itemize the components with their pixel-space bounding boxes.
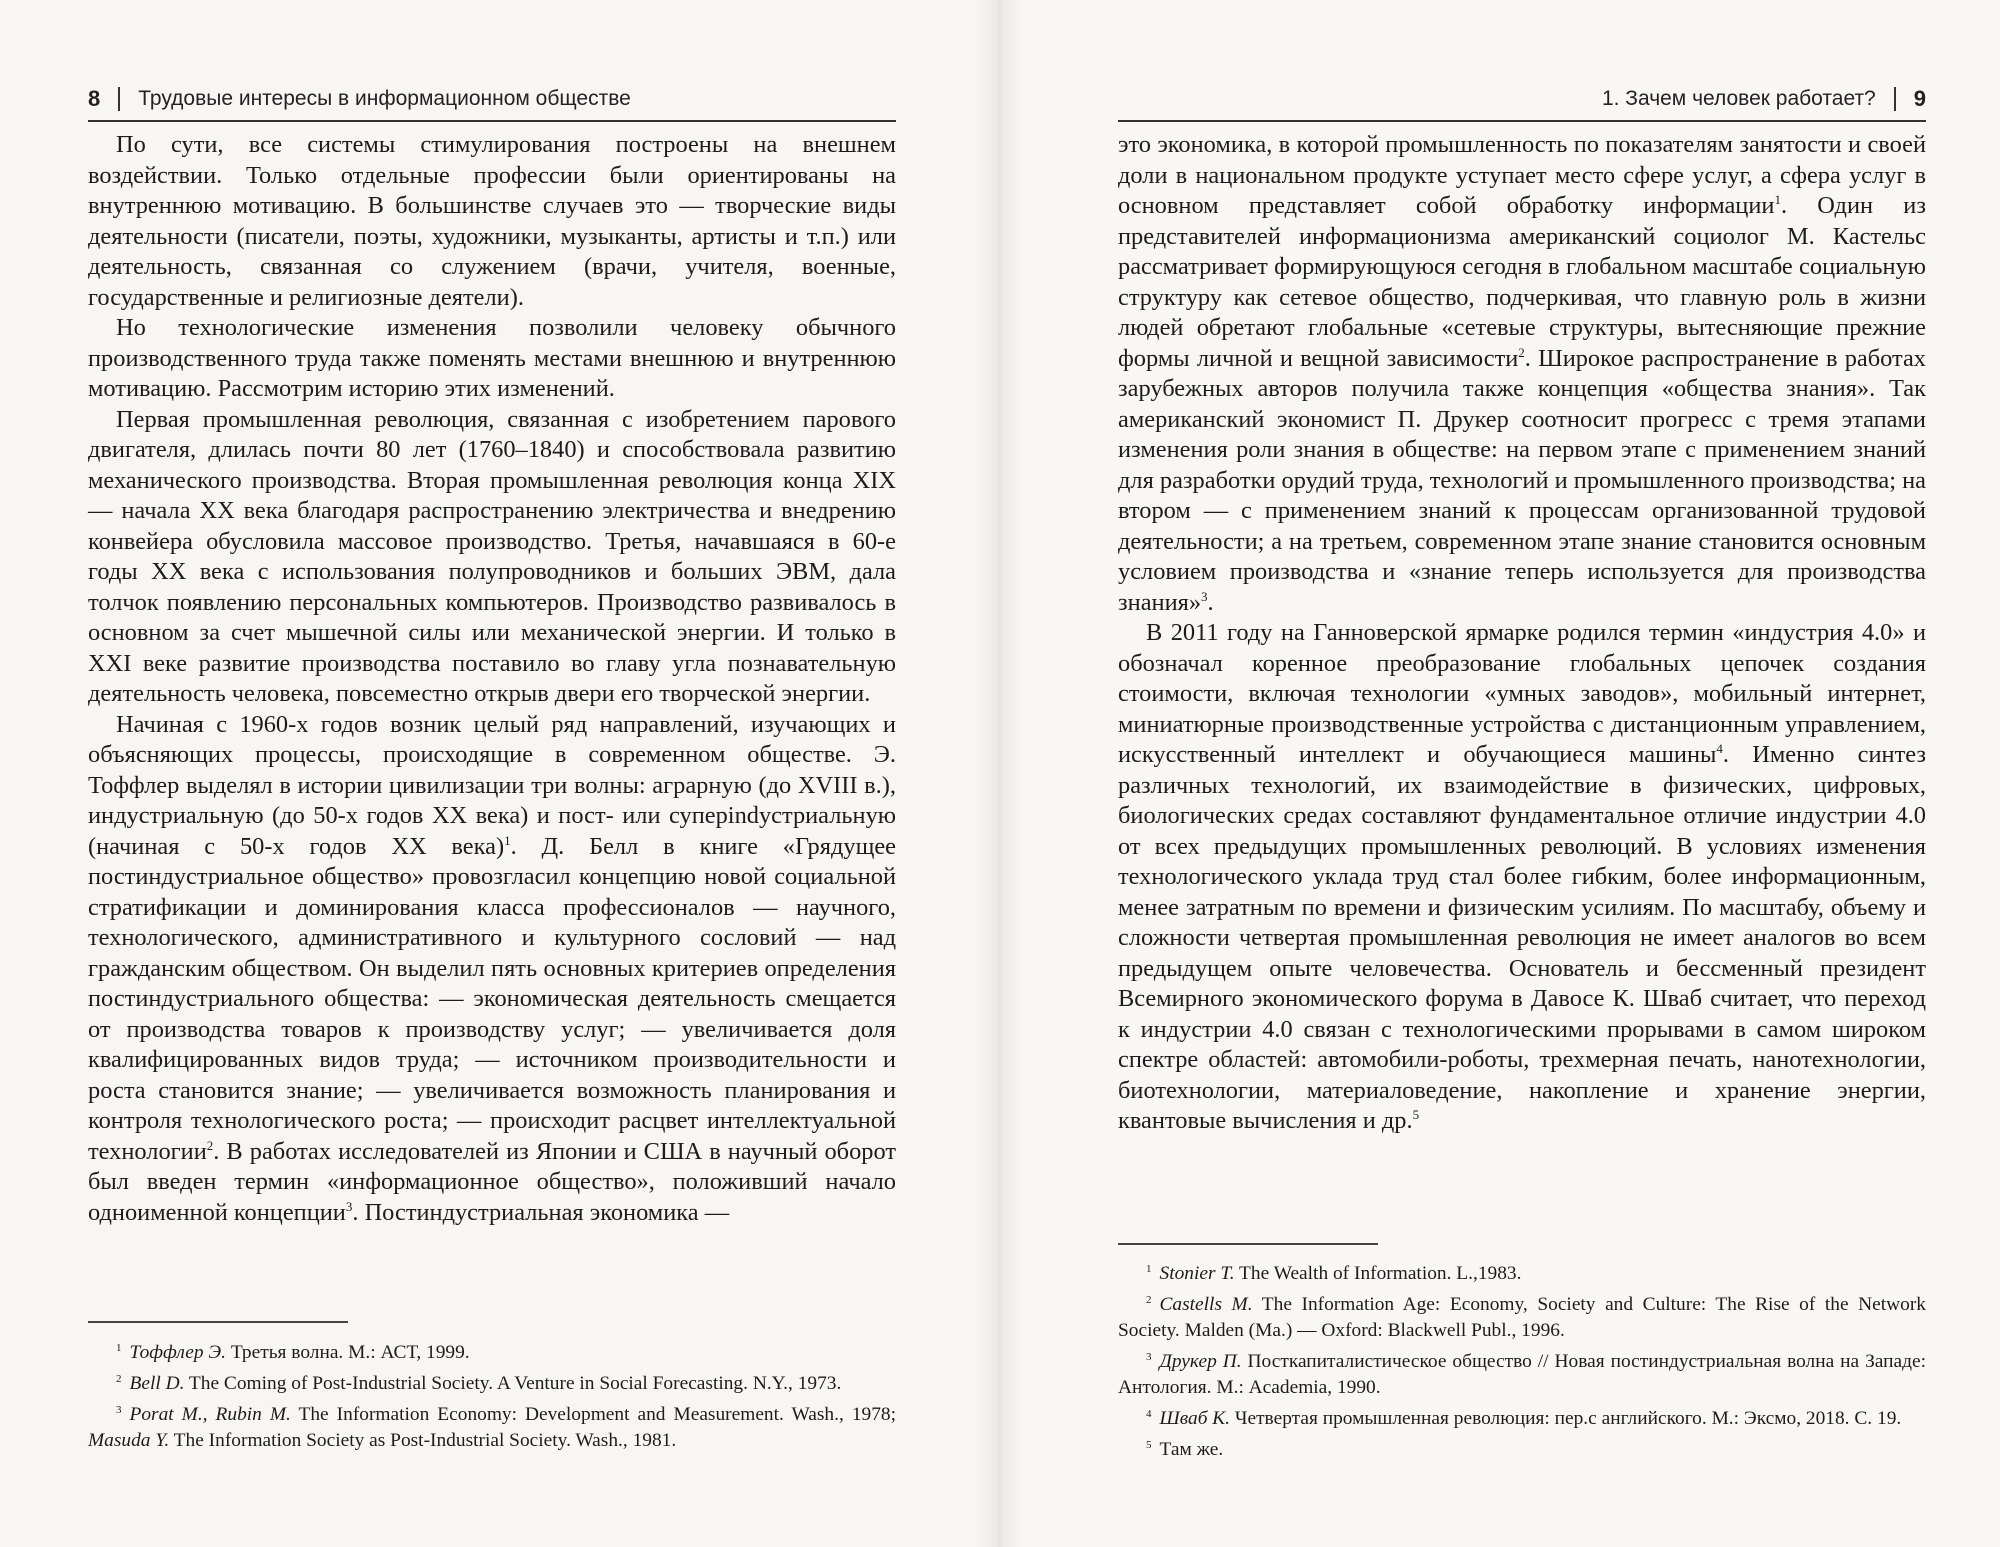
paragraph: Первая промышленная революция, связанная с изобретением парового двигателя, длилась почти 80 лет (1760–1840) и способствовала развитию механического производства. Вторая промышленная революция конца XIX — начала XX века благодаря распространению электричества и внедрению конвейера обусловила массовое производство. Третья, начавшаяся в 60-е годы XX века с использования полупроводников и больших ЭВМ, дала толчок появлению персональных компьютеров. Производство развивалось в основном за счет мышечной силы или механической энергии. И только в XXI веке развитие производства поставило во главу угла познавательную деятельность человека, повсеместно открыв двери его творческой энергии. bbox=[88, 405, 896, 707]
right-page bbox=[1000, 0, 2000, 1547]
right-running-title: 1. Зачем человек работает? bbox=[1601, 87, 1876, 110]
footnote-ref: 2 bbox=[1518, 344, 1525, 360]
paragraph: это экономика, в которой промышленность по показателям занятости и своей доли в национальном продукте уступает место сфере услуг, а сфера услуг в основном представляет собой обработку информации$^1$. Один из представителей информационизма американский социолог М. Кастельс рассматривает формирующуюся сегодня в глобальном масштабе социальную структуру как сетевое общество, подчеркивая, что главную роль в жизни людей обретают глобальные «сетевые структуры, вытесняющие прежние формы личной и вещной зависимости$^2$. Широкое распространение в работах зарубежных авторов получила также концепция «общества знания». Так американский экономист П. Друкер соотносит прогресс с тремя этапами изменения роли знания в обществе: на первом этапе с применением знаний для разработки орудий труда, технологий и промышленного производства; на втором — с применением знаний к процессам организованной трудовой деятельности; а на третьем, современном этапе знание становится основным условием производства и «знание теперь используется для производства знания»$^3$. bbox=[1118, 131, 1926, 616]
right-header-rule bbox=[1118, 120, 1926, 122]
left-page-number: 8 bbox=[88, 86, 101, 111]
left-running-title: Трудовые интересы в информационном обществе bbox=[138, 87, 631, 110]
right-page-number: 9 bbox=[1913, 86, 1926, 111]
header-separator bbox=[1894, 87, 1896, 111]
header-separator bbox=[118, 87, 120, 111]
footnote-ref: 4 bbox=[1716, 741, 1723, 756]
paragraph: В 2011 году на Ганноверской ярмарке родился термин «индустрия 4.0» и обозначал коренное преобразование глобальных цепочек создания стоимости, включая технологии «умных заводов», мобильный интернет, миниатюрные производственные устройства с дистанционным управлением, искусственный интеллект и обучающиеся машины$^4$. Именно синтез различных технологий, их взаимодействие в физических, цифровых, биологических средах составляют фундаментальное отличие индустрии 4.0 от всех предыдущих промышленных революций. В условиях изменения технологического уклада труд стал более гибким, более информационным, менее затратным по времени и физическим усилиям. По масштабу, объему и сложности четвертая промышленная революция не имеет аналогов во всем предыдущем опыте человечества. Основатель и бессменный президент Всемирного экономического форума в Давосе К. Шваб считает, что переход к индустрии 4.0 связан с технологическими прорывами в самом широком спектре областей: автомобили-роботы, трехмерная печать, нанотехнологии, биотехнологии, материаловедение, накопление и хранение энергии, квантовые вычисления и др.$^5$ bbox=[1118, 619, 1926, 1134]
right-footnotes bbox=[1118, 1256, 1926, 1463]
footnote: $^1$ Stonier T. The Wealth of Information. L.,1983. bbox=[1146, 1263, 1522, 1284]
left-footnotes bbox=[88, 1335, 896, 1454]
footnote: $^3$ Porat M., Rubin M. The Information Economy: Development and Measurement. Wash., 1978; Masuda Y. The Information Society as Post-Industrial Society. Wash., 1981. bbox=[88, 1404, 896, 1451]
footnote-ref: 1 bbox=[504, 832, 511, 848]
footnote-ref: 5 bbox=[1412, 1107, 1420, 1122]
right-running-header bbox=[1118, 82, 1926, 116]
left-header-rule bbox=[88, 120, 896, 122]
footnote-ref: 2 bbox=[206, 1137, 214, 1153]
paragraph: По сути, все системы стимулирования построены на внешнем воздействии. Только отдельные профессии были ориентированы на внутреннюю мотивацию. В большинстве случаев это — творческие виды деятельности (писатели, поэты, художники, музыканты, артисты и т.п.) или деятельность, связанная со служением (врачи, учителя, военные, государственные и религиозные деятели). bbox=[88, 131, 896, 311]
footnote: $^2$ Castells M. The Information Age: Economy, Society and Culture: The Rise of the Network Society. Malden (Ma.) — Oxford: Blackwell Publ., 1996. bbox=[1118, 1294, 1926, 1341]
footnote: $^1$ Тоффлер Э. Третья волна. М.: АСТ, 1999. bbox=[116, 1342, 470, 1363]
footnote: $^3$ Друкер П. Посткапиталистическое общество // Новая постиндустриальная волна на Западе: Антология. М.: Academia, 1990. bbox=[1118, 1351, 1926, 1398]
footnote: $^2$ Bell D. The Coming of Post-Industrial Society. A Venture in Social Forecasting. N.Y., 1973. bbox=[116, 1373, 842, 1394]
right-footnote-rule bbox=[1118, 1243, 1378, 1245]
left-footnote-rule bbox=[88, 1321, 348, 1323]
paragraph: Начиная с 1960-х годов возник целый ряд направлений, изучающих и объясняющих процессы, происходящие в современном обществе. Э. Тоффлер выделял в истории цивилизации три волны: аграрную (до XVIII в.), индустриальную (до 50-х годов XX века) и пост- или суперindустриальную (начиная с 50-х годов XX века)$^1$. Д. Белл в книге «Грядущее постиндустриальное общество» провозгласил концепцию новой социальной стратификации и доминирования класса профессионалов — научного, технологического, административного и культурного сословий — над гражданским обществом. Он выделил пять основных критериев определения постиндустриального общества: — экономическая деятельность смещается от производства товаров к производству услуг; — увеличивается доля квалифицированных видов труда; — источником производительности и роста становится знание; — увеличивается возможность планирования и контроля технологического роста; — происходит расцвет интеллектуальной технологии$^2$. В работах исследователей из Японии и США в научный оборот был введен термин «информационное общество», положивший начало одноименной концепции$^3$. Постиндустриальная экономика — bbox=[88, 710, 896, 1226]
paragraph: Но технологические изменения позволили человеку обычного производственного труда также поменять местами внешнюю и внутреннюю мотивацию. Рассмотрим историю этих изменений. bbox=[88, 314, 896, 402]
left-running-header bbox=[88, 82, 896, 116]
right-body-text bbox=[1118, 130, 1926, 1137]
footnote-ref: 1 bbox=[1774, 192, 1781, 207]
left-body-text bbox=[88, 130, 896, 1228]
footnote-ref: 3 bbox=[1201, 588, 1208, 604]
footnote: $^4$ Шваб К. Четвертая промышленная революция: пер.с английского. М.: Эксмо, 2018. С. 19. bbox=[1146, 1408, 1902, 1429]
footnote: $^5$ Там же. bbox=[1146, 1439, 1224, 1460]
footnote-ref: 3 bbox=[345, 1198, 353, 1214]
